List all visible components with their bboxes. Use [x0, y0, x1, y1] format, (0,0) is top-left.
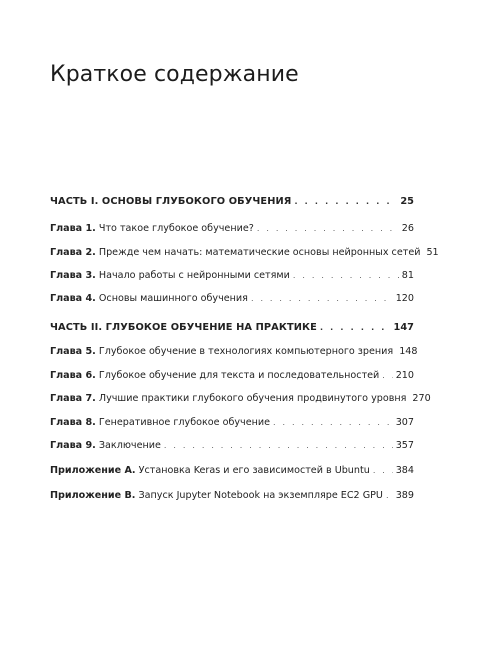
toc-entry-part-2[interactable]: [50, 322, 414, 334]
toc-entry-label: [50, 440, 161, 452]
toc-leader-dots: [164, 440, 393, 452]
toc-entry-prefix: Глава 2.: [50, 247, 96, 258]
toc-entry-label: [50, 247, 420, 259]
toc-page-number: 357: [395, 440, 414, 451]
toc-leader-dots: [273, 417, 393, 429]
toc-entry-chapter-8[interactable]: [50, 417, 414, 429]
toc-entry-label: [50, 417, 270, 429]
toc-entry-prefix: Приложение В.: [50, 490, 136, 501]
toc-entry-label: [50, 223, 254, 235]
toc-entry-text: Глубокое обучение в технологиях компьютерного зрения: [95, 346, 394, 357]
toc-page-number: 148: [399, 346, 418, 357]
toc-entry-chapter-5[interactable]: [50, 346, 418, 358]
toc-entry-prefix: Глава 8.: [50, 417, 96, 428]
toc-page-number: 120: [395, 293, 414, 304]
toc-entry-chapter-2[interactable]: [50, 247, 439, 259]
toc-entry-prefix: Глава 7.: [50, 393, 96, 404]
toc-leader-dots: [320, 322, 391, 334]
toc-leader-dots: [257, 223, 399, 235]
toc-entry-text: ЧАСТЬ II. ГЛУБОКОЕ ОБУЧЕНИЕ НА ПРАКТИКЕ: [50, 322, 317, 333]
toc-entry-text: Что такое глубокое обучение?: [95, 223, 254, 234]
toc-entry-text: ЧАСТЬ I. ОСНОВЫ ГЛУБОКОГО ОБУЧЕНИЯ: [50, 196, 292, 207]
toc-entry-chapter-7[interactable]: [50, 393, 431, 405]
toc-entry-chapter-6[interactable]: [50, 370, 414, 382]
toc-entry-text: Запуск Jupyter Notebook на экземпляре EC2 GPU: [135, 490, 383, 501]
toc-page-number: 384: [395, 465, 414, 476]
toc-entry-appendix-a[interactable]: [50, 465, 414, 477]
toc-entry-label: [50, 490, 383, 502]
toc-entry-text: Генеративное глубокое обучение: [95, 417, 271, 428]
toc-leader-dots: [294, 196, 397, 208]
toc-page-number: 25: [400, 196, 414, 207]
toc-entry-appendix-b[interactable]: [50, 490, 414, 502]
toc-entry-prefix: Глава 6.: [50, 370, 96, 381]
toc-leader-dots: [386, 490, 393, 502]
toc-entry-label: [50, 196, 291, 208]
toc-entry-prefix: Глава 5.: [50, 346, 96, 357]
toc-entry-prefix: Глава 4.: [50, 293, 96, 304]
toc-entry-part-1[interactable]: [50, 196, 414, 208]
toc-leader-dots: [293, 270, 399, 282]
toc-entry-text: Основы машинного обучения: [95, 293, 248, 304]
toc-entry-label: [50, 322, 317, 334]
toc-entry-chapter-1[interactable]: [50, 223, 414, 235]
toc-page-number: 147: [393, 322, 414, 333]
toc-entry-chapter-3[interactable]: [50, 270, 414, 282]
toc-entry-label: [50, 346, 393, 358]
toc-entry-text: Заключение: [95, 440, 161, 451]
toc-leader-dots: [373, 465, 393, 477]
toc-entry-prefix: Глава 1.: [50, 223, 96, 234]
toc-entry-prefix: Приложение А.: [50, 465, 136, 476]
page-title: Краткое содержание: [50, 62, 299, 87]
toc-page-number: 270: [412, 393, 431, 404]
toc-entry-chapter-9[interactable]: [50, 440, 414, 452]
toc-entry-text: Лучшие практики глубокого обучения продвинутого уровня: [95, 393, 407, 404]
toc-page-number: 81: [401, 270, 414, 281]
toc-leader-dots: [382, 370, 392, 382]
toc-page-number: 307: [395, 417, 414, 428]
toc-entry-label: [50, 370, 379, 382]
toc-entry-prefix: Глава 9.: [50, 440, 96, 451]
toc-entry-text: Установка Keras и его зависимостей в Ubuntu: [135, 465, 370, 476]
toc-entry-prefix: Глава 3.: [50, 270, 96, 281]
toc-entry-label: [50, 465, 370, 477]
toc-entry-label: [50, 270, 290, 282]
toc-entry-text: Начало работы с нейронными сетями: [95, 270, 290, 281]
toc-page-number: 210: [395, 370, 414, 381]
toc-entry-label: [50, 293, 248, 305]
toc-page-number: 26: [401, 223, 414, 234]
toc-entry-text: Прежде чем начать: математические основы нейронных сетей: [95, 247, 421, 258]
toc-page-number: 389: [395, 490, 414, 501]
toc-leader-dots: [251, 293, 393, 305]
toc-page-number: 51: [426, 247, 439, 258]
toc-entry-text: Глубокое обучение для текста и последовательностей: [95, 370, 380, 381]
toc-entry-chapter-4[interactable]: [50, 293, 414, 305]
toc-entry-label: [50, 393, 406, 405]
